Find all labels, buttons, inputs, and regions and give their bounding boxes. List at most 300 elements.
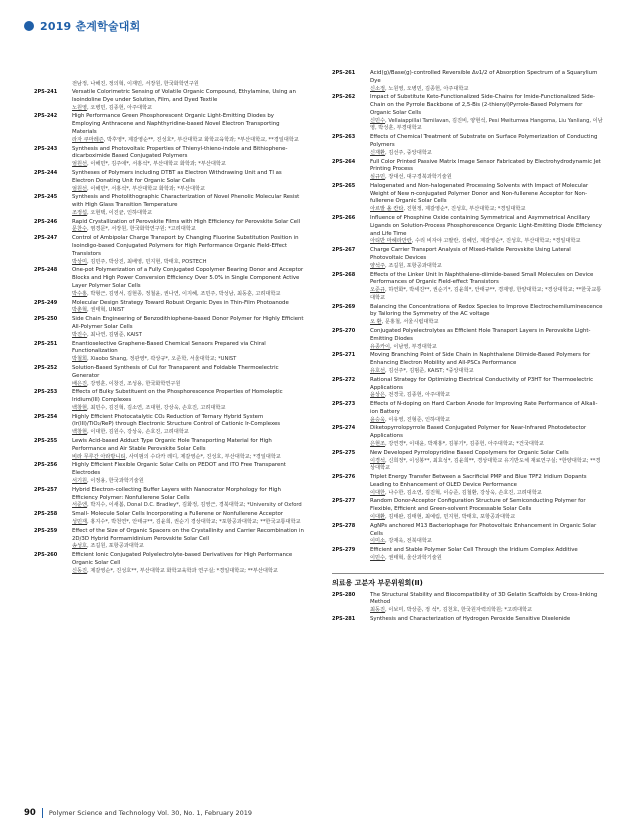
abstract-entry — [332, 498, 604, 521]
entry-title: Hybrid Electron-collecting Buffer Layers with Nanocrator Morphology for High Efficiency Polymer: Nonfullerene Solar Cells — [72, 486, 281, 501]
entry-title: Diketopyrrolopyrrole Based Conjugated Polymer for Near-Infrared Photodetector Applications — [370, 425, 587, 440]
coauthors-affiliations: , Xiaobo Shang, 정관영*, 곽상규*, 오준학, 서울대학교; *UNIST — [87, 356, 237, 363]
entry-title: Side Chain Engineering of Benzodithiophene-based Donor Polymer for Highly Efficient All-Polymer Solar Cells — [72, 316, 304, 330]
entry-authors — [370, 86, 604, 94]
entry-title: Effects of Chemical Treatment of Substrate on Surface Polymerization of Conducting Polymers — [370, 134, 598, 148]
coauthors-affiliations: , 최민수, 김진혁, 김소연, 조대현, 강상욱, 손호진, 고려대학교 — [87, 404, 226, 411]
poster-code: 2PS-247 — [34, 235, 58, 242]
entry-authors — [370, 417, 604, 425]
abstract-entry — [34, 414, 304, 437]
presenter-name: 박진수 — [72, 331, 88, 338]
entry-authors — [370, 490, 604, 498]
entry-authors — [72, 478, 304, 486]
entry-body — [370, 377, 604, 400]
abstract-entry — [34, 389, 304, 412]
poster-code: 2PS-256 — [34, 462, 58, 469]
entry-title: Control of Ambipolar Charge Transport by Changing Fluorine Substitution Position in Isoindigo-based Conjugated Polymers for High Performance Organic Field-Effect Transistors — [72, 235, 299, 257]
coauthors-affiliations: , 이정용, 한국과학기술원 — [87, 478, 144, 485]
coauthors-affiliations: , 김태완, 김태현, 최예림, 민지현, 박태호, 포항공과대학교 — [385, 513, 516, 520]
poster-code: 2PS-267 — [332, 247, 356, 254]
entry-body — [72, 316, 304, 339]
abstract-entry — [34, 316, 304, 339]
entry-authors — [370, 344, 604, 352]
abstract-entry — [34, 438, 304, 461]
poster-code: 2PS-271 — [332, 352, 356, 359]
coauthors-affiliations: , 조길원, 포항공과대학교 — [385, 262, 442, 269]
page-footer — [24, 806, 252, 820]
entry-title: Small- Molecule Solar Cells Incorporating a Fullerene or Nonfullerene Acceptor — [72, 511, 283, 518]
entry-title: Enantioselective Graphene-Based Chemical Sensors Prepared via Chiral Functionalization — [72, 340, 266, 355]
poster-code: 2PS-270 — [332, 327, 356, 334]
presenter-name: 유호선 — [370, 367, 386, 374]
entry-authors — [370, 392, 604, 400]
poster-code: 2PS-272 — [332, 376, 356, 383]
presenter-name: 박춘혁 — [72, 307, 88, 314]
content-columns — [34, 70, 604, 800]
entry-body — [370, 523, 604, 546]
entry-authors — [72, 186, 304, 194]
coauthors-affiliations: , 이대한, 김원수, 강상욱, 손호진, 고려대학교 — [87, 429, 189, 436]
coauthors-affiliations: , 강재욱, 전북대학교 — [385, 538, 432, 545]
entry-title: Moving Branching Point of Side Chain in Naphthalene Diimide-Based Polymers for Enhancing Electron Mobility and All-PSCs Performance — [370, 352, 591, 367]
abstract-entry — [332, 94, 604, 133]
presenter-name: 문찬수 — [72, 226, 88, 233]
entry-title: Influence of Phosphine Oxide containing Symmetrical and Asymmetrical Ancillary Ligands on Solution-Process Phosphorescence Organic Light-Emitting Diode Efficiency and Life Time — [370, 215, 602, 237]
entry-body — [72, 341, 304, 364]
entry-title: Effects of the Linker Unit In Naphthalene-diimide-based Small Molecules on Device Performances of Organic Field-effect Transistors — [370, 271, 594, 286]
abstract-entry — [34, 462, 304, 485]
abstract-entry — [332, 450, 604, 473]
entry-title: Lewis Acid-based Adduct Type Organic Hole Transporting Material for High Performance and Air Stable Perovskite Solar Cells — [72, 438, 272, 452]
entry-body — [72, 414, 304, 437]
coauthors-affiliations: , 이해민*, 서홍석*, 부산대학교 화학과; *부산대학교 — [87, 185, 205, 192]
coauthors-affiliations: , 노원영, 오병민, 김종헌, 아주대학교 — [385, 85, 469, 92]
poster-code: 2PS-253 — [34, 389, 58, 396]
entry-title: Rational Strategy for Optimizing Electrical Conductivity of P3HT for Thermoelectric Applications — [370, 376, 594, 391]
abstract-entry — [34, 219, 304, 234]
entry-body — [370, 450, 604, 473]
presenter-name: 윤상은 — [370, 392, 386, 399]
abstract-entry — [332, 592, 604, 615]
entry-authors — [370, 118, 604, 133]
coauthors-affiliations: , 권태혁, 울산과학기술원 — [385, 554, 442, 561]
presenter-name: 신소정 — [370, 85, 386, 92]
presenter-name: 조정섭 — [72, 209, 88, 216]
entry-authors — [370, 441, 604, 449]
poster-code: 2PS-275 — [332, 449, 356, 456]
poster-code: 2PS-244 — [34, 169, 58, 176]
entry-title: Triplet Energy Transfer Between a Sacrificial PMP and Blue TPF2 Iridium Dopants Leading to Enhancement of OLED Device Performance — [370, 474, 587, 488]
poster-code: 2PS-265 — [332, 182, 356, 189]
entry-authors — [72, 291, 304, 299]
entry-body — [370, 616, 604, 624]
presenter-name: 엄원선 — [72, 185, 88, 192]
coauthors-affiliations: , 장대선, 대구경북과학기술원 — [385, 174, 452, 181]
entry-body — [370, 94, 604, 133]
presenter-name: 박철희 — [72, 356, 88, 363]
entry-body — [72, 300, 304, 315]
abstract-entry — [34, 89, 304, 112]
entry-authors — [370, 206, 604, 214]
poster-code: 2PS-264 — [332, 158, 356, 165]
coauthors-affiliations: , 하연화*, 박세진**, 권순기*, 김윤희*, 안태규**, 경재영, 한양대학교; *경상대학교; **한국교통대학교 — [370, 287, 602, 301]
left-column — [34, 70, 304, 800]
poster-code: 2PS-280 — [332, 591, 356, 598]
coauthors-affiliations: , 조길원, 포항공과대학교 — [87, 543, 144, 550]
abstract-entry — [332, 304, 604, 327]
coauthors-affiliations: , 박후영*, 제갈영순**, 진성호*, 부산대학교 화학교육학과; *부산대학교, **경일대학교 — [103, 136, 299, 143]
presenter-name: 박수홍 — [72, 290, 88, 297]
abstract-entry — [332, 352, 604, 375]
abstract-entry — [332, 183, 604, 214]
entry-authors — [72, 405, 304, 413]
poster-code: 2PS-241 — [34, 89, 58, 95]
entry-body — [370, 272, 604, 303]
entry-title: High Performance Green Phosphorescent Organic Light-Emitting Diodes by Employing Anthracene and Naphthyridine-based Novel Electron Transporting Materials — [72, 113, 280, 135]
entry-title: Syntheses of Polymers including DTBT as Electron Withdrawing Unit and TI as Electron Donating Unit for Organic Solar Cells — [72, 169, 282, 184]
entry-title: Highly Efficient Photocatalytic CO₂ Reduction of Ternary Hybrid System (Ir(III)/TiO₂/ReP) through Electronic Structure Control of Cationic Ir-Complexes — [72, 413, 281, 428]
presenter-name: 오준규 — [370, 287, 386, 294]
coauthors-affiliations: , 권태혁, UNIST — [87, 307, 125, 314]
entry-authors — [72, 226, 304, 234]
presenter-name: 이대한 — [370, 489, 386, 496]
poster-code: 2PS-279 — [332, 547, 356, 554]
presenter-name: 이민수 — [370, 554, 386, 561]
poster-code: 2PS-251 — [34, 340, 58, 347]
presenter-name: 양석주 — [370, 262, 386, 269]
presenter-name: 아티반 마헤라만란 — [370, 238, 412, 245]
header-title: 2019 춘계학술대회 — [40, 20, 141, 33]
coauthors-affiliations: , 박지수, 이새봄, Donal D.C. Bradley*, 김화정, 김영근, 경북대학교; *University of Oxford — [87, 502, 302, 509]
entry-authors — [370, 555, 604, 563]
entry-body — [370, 547, 604, 562]
entry-body — [370, 474, 604, 497]
entry-authors — [72, 381, 304, 389]
entry-title: Rapid Crystallization of Perovskite Films with High Efficiency for Perovskite Solar Cell — [72, 218, 301, 225]
entry-body — [72, 365, 304, 388]
coauthors-affiliations: , 최나연, 김범준, KAIST — [87, 331, 142, 338]
entry-body — [370, 304, 604, 327]
abstract-entry — [332, 474, 604, 497]
presenter-name: 아르발 올 칸타 — [370, 206, 404, 213]
entry-title: Acid(g)/Base(g)-controlled Reversible Δν1/2 of Absorption Spectrum of a Squarylium Dye — [370, 70, 598, 84]
entry-title: Effects of N-doping on Hard Carbon Anode for Improving Rate Performance of Alkali-ion Battery — [370, 401, 598, 415]
presenter-name: 백창현 — [72, 429, 88, 436]
entry-authors — [72, 307, 304, 315]
poster-code: 2PS-246 — [34, 218, 58, 225]
poster-code: 2PS-258 — [34, 511, 58, 518]
abstract-entry — [332, 523, 604, 546]
entry-body — [72, 552, 304, 575]
entry-title: Efficient and Stable Polymer Solar Cell Through the Iridium Complex Additive — [370, 547, 578, 554]
poster-code: 2PS-274 — [332, 425, 356, 432]
presenter-name: 송성호 — [72, 543, 88, 550]
abstract-entry — [34, 146, 304, 169]
entry-title: Charge Carrier Transport Analysis of Mixed-Halide Perovskite Using Lateral Photovoltaic Devices — [370, 247, 571, 262]
presenter-name: 신재환 — [370, 149, 386, 156]
journal-title: Polymer Science and Technology Vol. 30, No. 1, February 2019 — [48, 809, 253, 817]
entry-body — [72, 389, 304, 412]
entry-authors — [370, 458, 604, 473]
presenter-name: 은현조 — [370, 441, 386, 448]
coauthors-affiliations: , 이해민*, 김주애*, 서홍석*, 부산대학교 화학과; *부산대학교 — [87, 161, 226, 168]
presenter-name: 윤승욱 — [370, 416, 386, 423]
entry-body — [72, 267, 304, 298]
entry-title: Highly Efficient Flexible Organic Solar Cells on PEDOT and ITO Free Transparent Electrodes — [72, 462, 286, 477]
coauthors-affiliations: , 이보미, 박상준, 정 석*, 김천호, 한국원자력의학원; *고려대학교 — [385, 607, 533, 614]
entry-authors — [72, 332, 304, 340]
entry-body — [72, 146, 304, 169]
entry-body — [370, 183, 604, 214]
poster-code: 2PS-248 — [34, 267, 58, 274]
presenter-name: 심규민 — [370, 174, 386, 181]
abstract-entry — [332, 247, 604, 270]
poster-code: 2PS-273 — [332, 401, 356, 408]
poster-code: 2PS-276 — [332, 474, 356, 480]
poster-code: 2PS-281 — [332, 615, 356, 622]
entry-body — [370, 215, 604, 246]
coauthors-affiliations: , 김민주, 박상진, 최배영, 민지현, 박태호, POSTECH — [87, 258, 207, 265]
coauthors-affiliations: , 수리 비자야 고팔란, 김혜인, 제갈영순*, 진성호, 부산대학교; *경일대학교 — [411, 238, 581, 245]
entry-body — [370, 134, 604, 157]
entry-body — [370, 592, 604, 615]
entry-authors — [370, 538, 604, 546]
abstract-entry — [332, 616, 604, 624]
abstract-entry — [34, 170, 304, 193]
page-number: 90 — [24, 808, 36, 818]
presenter-name: 이경석 — [370, 457, 386, 464]
presenter-name: 이미소 — [370, 538, 386, 545]
entry-body — [370, 159, 604, 182]
entry-title: Effect of the Size of Organic Spacers on the Crystallinity and Carrier Recombination in 2D/3D Hybrid Formamidinium Perovskite Solar Cell — [72, 527, 304, 542]
poster-code: 2PS-255 — [34, 438, 58, 445]
coauthors-affiliations: , 박형근, 김영서, 김현종, 정철윤, 권나연, 이지혜, 조민주, 박성남, 최동훈, 고려대학교 — [87, 290, 281, 297]
coauthors-affiliations: , 염경문*, 서장원, 한국화학연구원; *고려대학교 — [87, 226, 196, 233]
presenter-name: 최동진 — [370, 607, 386, 614]
entry-body — [72, 89, 304, 112]
entry-authors — [72, 210, 304, 218]
entry-authors — [72, 105, 304, 113]
presenter-name: 비라 무루간 아라방니티 — [72, 453, 126, 460]
abstract-entry — [34, 300, 304, 315]
presenter-name: 오 환 — [370, 319, 382, 326]
abstract-entry — [332, 425, 604, 448]
poster-code: 2PS-243 — [34, 145, 58, 152]
coauthors-affiliations: , 제갈영순*, 진성호**, 부산대학교 화학교육학과 연구실; *경일대학교; **부산대학교 — [87, 567, 278, 574]
entry-title: Full Color Printed Passive Matrix Image Sensor Fabricated by Electrohydrodynamic Jet Printing Process — [370, 158, 601, 173]
coauthors-affiliations: , 강영훈, 이창진, 조성용, 한국화학연구원 — [87, 380, 181, 387]
coauthors-affiliations: , 김선주*, 김범준, KAIST; *중앙대학교 — [385, 367, 474, 374]
entry-body — [72, 170, 304, 193]
entry-body — [370, 352, 604, 375]
presenter-name: 성민재 — [72, 518, 88, 525]
abstract-entry — [34, 341, 304, 364]
left-entry-list — [34, 89, 304, 575]
entry-authors — [72, 429, 304, 437]
entry-authors — [370, 514, 604, 522]
entry-body — [72, 438, 304, 461]
entry-title: Synthesis and Photovoltaic Properties of Thienyl-thieno-indole and Bithiophene-dicarboximide Based Conjugated Polymers — [72, 145, 288, 160]
entry-authors — [72, 543, 304, 551]
entry-title: Impact of Substitute Keto-Functionalized Side-Chains for Imide-Functionalized Side-Chain on the Pyrrole Backbone of 2,5-Bis (2-thienyl)Pyrrole-Based Polymers for Organic Solar Cells — [370, 94, 595, 116]
entry-body — [72, 462, 304, 485]
poster-code: 2PS-268 — [332, 271, 356, 278]
poster-code: 2PS-259 — [34, 527, 58, 534]
abstract-entry — [332, 215, 604, 246]
coauthors-affiliations: , 신희정*, 이성봉**, 최효성*, 김윤희**, 경상대학교 유기반도체 재료연구실; *한양대학교; **경상대학교 — [370, 457, 601, 472]
presenter-name: 라자 쿠마레즌 — [72, 136, 104, 143]
continuation-authors: 전남정, 나해진, 정의혁, 이재민, 서장원, 한국화학연구원 — [72, 81, 199, 87]
entry-title: Synthesis and Photolithographic Characterization of Novel Phenolic Molecular Resist with High Glass Transition Temperature — [72, 194, 300, 209]
entry-body — [72, 113, 304, 144]
entry-title: Random Donor-Acceptor Configuration Structure of Semiconducting Polymer for Flexible, Efficient and Green-solvent Processable Solar Cells — [370, 498, 586, 513]
entry-title: Molecular Design Strategy Toward Robust Organic Dyes in Thin-Film Photoanode — [72, 299, 289, 306]
right-entry-list — [332, 70, 604, 563]
right-column — [332, 70, 604, 800]
presenter-name: 백창현 — [72, 404, 88, 411]
entry-authors — [72, 502, 304, 510]
poster-code: 2PS-257 — [34, 486, 58, 493]
abstract-entry — [34, 528, 304, 551]
entry-title: Efficient Ionic Conjugated Polyelectrolyte-based Derivatives for High Performance Organic Solar Cell — [72, 552, 293, 566]
entry-title: Effects of Bulky Substituent on the Phosphorescence Properties of Homoleptic Iridium(III) Complexes — [72, 389, 283, 404]
entry-body — [72, 511, 304, 526]
entry-authors — [72, 259, 304, 267]
entry-title: Versatile Colorimetric Sensing of Volatile Organic Compound, Ethylamine, Using an Isoindoline Dye under Solution, Film, and Dyed Textile — [72, 89, 296, 103]
abstract-entry — [34, 487, 304, 510]
abstract-entry — [34, 235, 304, 266]
abstract-entry — [332, 401, 604, 424]
entry-body — [370, 70, 604, 93]
abstract-entry — [34, 552, 304, 575]
entry-authors — [72, 454, 304, 462]
poster-code: 2PS-245 — [34, 194, 58, 201]
entry-body — [370, 247, 604, 270]
section-title: 의료용 고분자 부문위원회(II) — [332, 573, 604, 588]
footer-divider — [42, 808, 43, 818]
entry-authors — [370, 150, 604, 158]
entry-authors — [72, 137, 304, 145]
poster-code: 2PS-260 — [34, 552, 58, 559]
coauthors-affiliations: , 홍지수*, 박천연*, 안태규**, 김윤희, 권순기 경상대학교; *포항공과대학교; **한국교통대학교 — [87, 518, 301, 525]
presenter-name: 서준엔 — [72, 502, 88, 509]
abstract-entry — [34, 511, 304, 526]
coauthors-affiliations: , 강연경*, 이대윤, 박재홍*, 김봉기*, 김종헌, 아주대학교; *건국대학교 — [385, 441, 544, 448]
coauthors-affiliations: , 사미펌의 수다카 레디, 제갈영순*, 진성호, 부산대학교; *경일대학교 — [125, 453, 281, 460]
page-header — [24, 16, 140, 36]
presenter-name: 배은진 — [72, 380, 88, 387]
abstract-entry — [34, 194, 304, 217]
poster-code: 2PS-262 — [332, 94, 356, 101]
coauthors-affiliations: , 전경국, 김종헌, 아주대학교 — [385, 392, 451, 399]
presenter-name: 노원영 — [72, 104, 88, 111]
entry-authors — [370, 368, 604, 376]
entry-title: Solution-Based Synthesis of CuI for Transparent and Foldable Thermoelectric Generator — [72, 364, 279, 379]
abstract-entry — [34, 113, 304, 144]
entry-body — [370, 401, 604, 424]
coauthors-affiliations: , 이유영, 진형준, 인하대학교 — [385, 416, 451, 423]
section-entry-list — [332, 592, 604, 624]
poster-code: 2PS-263 — [332, 134, 356, 141]
abstract-entry — [332, 272, 604, 303]
bullet-icon — [24, 21, 34, 31]
entry-body — [72, 528, 304, 551]
entry-authors — [72, 519, 304, 527]
abstract-entry — [332, 328, 604, 351]
poster-code: 2PS-278 — [332, 522, 356, 529]
presenter-name: 박상미 — [72, 258, 88, 265]
abstract-entry — [332, 159, 604, 182]
coauthors-affiliations: , 문홍철, 서울시립대학교 — [381, 319, 439, 326]
entry-title: Conjugated Polyelectrolytes as Efficient Hole Transport Layers in Perovskite Light-Emitting Diodes — [370, 327, 591, 342]
presenter-name: 엄원선 — [72, 161, 88, 168]
coauthors-affiliations: , 진현정, 제갈영순*, 진성호, 부산대학교; *경일대학교 — [403, 206, 526, 213]
abstract-entry — [332, 134, 604, 157]
poster-code: 2PS-249 — [34, 299, 58, 306]
poster-code: 2PS-254 — [34, 413, 58, 420]
entry-title: One-pot Polymerization of a Fully Conjugated Copolymer Bearing Donor and Acceptor Blocks and High Power Conversion Efficiency Over 5.0% in Single Component Active Layer Polymer Solar Cells — [72, 267, 304, 290]
entry-authors — [72, 568, 304, 576]
entry-authors — [72, 356, 304, 364]
coauthors-affiliations: , 나수한, 김소연, 김진혁, 이승준, 김철환, 강상욱, 손호진, 고려대학교 — [385, 489, 542, 496]
entry-authors — [370, 607, 604, 615]
entry-title: Synthesis and Characterization of Hydrogen Peroxide Sensitive Dixelenide — [370, 615, 571, 622]
poster-code: 2PS-250 — [34, 316, 58, 323]
entry-body — [72, 194, 304, 217]
poster-code: 2PS-266 — [332, 215, 356, 222]
abstract-entry — [34, 365, 304, 388]
poster-code: 2PS-242 — [34, 113, 58, 120]
entry-authors — [370, 319, 604, 327]
entry-authors — [72, 161, 304, 169]
continuation-entry — [34, 70, 304, 89]
abstract-entry — [332, 70, 604, 93]
entry-authors — [370, 263, 604, 271]
entry-authors — [370, 174, 604, 182]
presenter-name: 신민수 — [370, 117, 386, 124]
entry-body — [72, 235, 304, 266]
entry-body — [370, 425, 604, 448]
presenter-name: 신동진 — [72, 567, 88, 574]
coauthors-affiliations: , 김선주, 중앙대학교 — [385, 149, 432, 156]
entry-title: Halogenated and Non-halogenated Processing Solvents with Impact of Molecular Weight of New π-conjugated Polymer Donor and Non-fullerene Acceptor for Non-fullerene Organic Solar Cells — [370, 182, 589, 205]
presenter-name: 이대환 — [370, 513, 386, 520]
poster-code: 2PS-269 — [332, 303, 356, 310]
entry-title: The Structural Stability and Biocompatibility of 3D Gelatin Scaffolds by Cross-linking Method — [370, 591, 598, 606]
coauthors-affiliations: , 오병민, 김종헌, 아주대학교 — [87, 104, 153, 111]
presenter-name: 서기원 — [72, 478, 88, 485]
entry-body — [72, 219, 304, 234]
entry-authors — [370, 238, 604, 246]
poster-code: 2PS-252 — [34, 364, 58, 371]
poster-code: 2PS-277 — [332, 498, 356, 505]
entry-body — [72, 487, 304, 510]
abstract-entry — [34, 267, 304, 298]
poster-code: 2PS-261 — [332, 70, 356, 76]
coauthors-affiliations: , 이남영, 부경대학교 — [390, 343, 437, 350]
entry-title: AgNPs anchored M13 Bacteriophage for Photovoltaic Enhancement in Organic Solar Cells — [370, 522, 597, 537]
entry-body — [370, 498, 604, 521]
entry-title: New Developed Pyrrolopyridine Based Copolymers for Organic Solar Cells — [370, 449, 569, 456]
entry-authors — [370, 287, 604, 302]
abstract-entry — [332, 377, 604, 400]
entry-title: Balancing the Concentrations of Redox Species to Improve Electrochemiluminescence by Tailoring the Symmetry of the AC voltage — [370, 303, 603, 318]
coauthors-affiliations: , Vellaiappillai Tamilavan, 김진비, 양현석, Pesi Mwitumwa Hangoma, Liu Yanliang, 이남영, 박성훈, 부경대학교 — [370, 117, 603, 132]
entry-body — [370, 328, 604, 351]
presenter-name: 유종카이 — [370, 343, 391, 350]
coauthors-affiliations: , 오현택, 이진균, 인하대학교 — [87, 209, 153, 216]
abstract-entry — [332, 547, 604, 562]
